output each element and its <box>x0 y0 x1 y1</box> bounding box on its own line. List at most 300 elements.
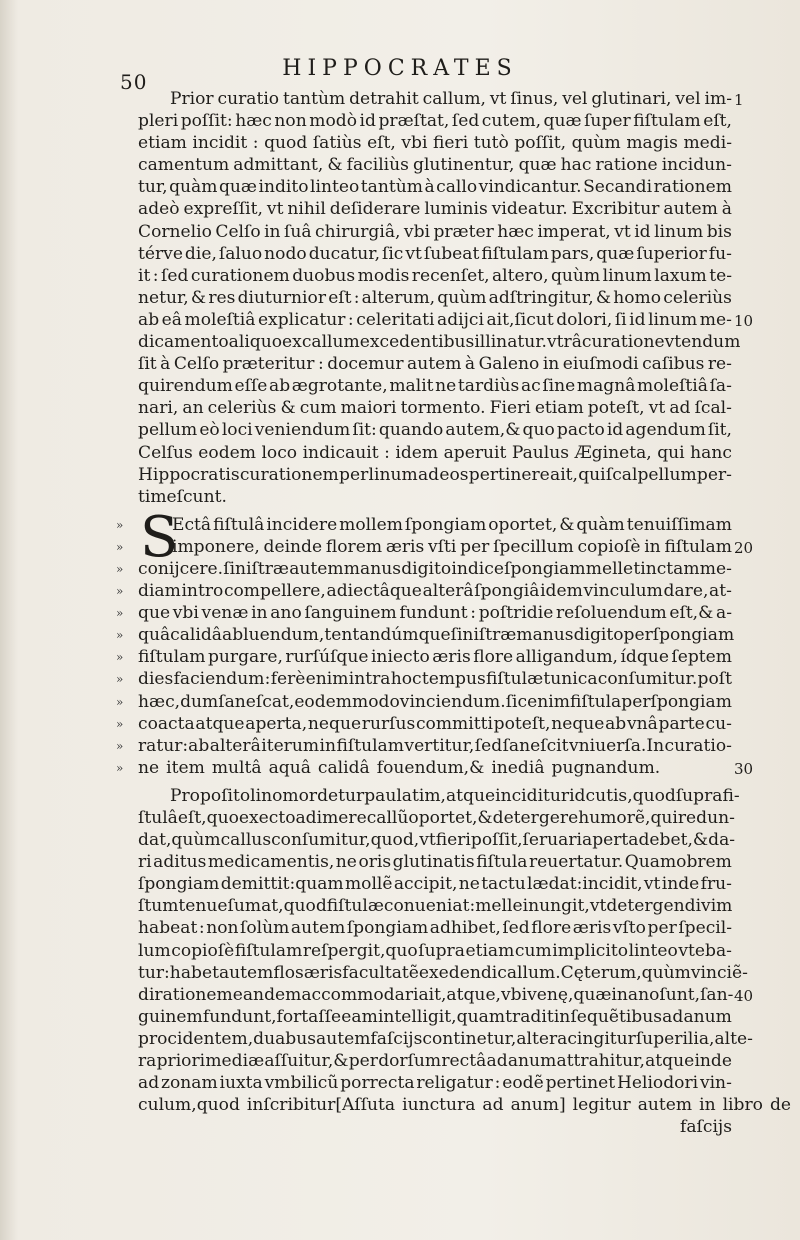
word: digito <box>573 625 624 646</box>
word: Prior <box>170 89 214 109</box>
word: ri <box>138 852 152 873</box>
word: legitur <box>572 1095 631 1116</box>
word: celeriùs <box>207 398 277 419</box>
word: medi- <box>683 133 732 154</box>
word: alligandum, <box>515 647 618 668</box>
word: poſſit: <box>180 111 233 132</box>
word: calidâ <box>170 625 222 646</box>
word: atque <box>195 713 245 734</box>
word: attrahitur, <box>556 1051 645 1072</box>
word: id <box>634 221 651 242</box>
word: Quamobrem <box>624 852 732 873</box>
word: ait, <box>550 464 578 485</box>
word: iniecto <box>370 647 430 668</box>
word: me- <box>699 558 732 579</box>
word: ilia,alte- <box>682 1028 753 1049</box>
word: flore <box>473 647 514 668</box>
word: conueniat: <box>383 896 476 917</box>
word: hæc,dum <box>138 691 219 712</box>
word: vinciẽ- <box>690 962 748 983</box>
word: ad <box>138 1073 160 1094</box>
word: non <box>274 111 307 132</box>
quoted-passage <box>116 504 735 779</box>
word: recenſet, <box>411 265 490 286</box>
word: poſſit, <box>514 133 567 154</box>
word: eſt, <box>367 133 396 154</box>
word: ſpecil- <box>678 918 732 939</box>
word: timeſcunt. <box>138 486 227 507</box>
word: mollẽ <box>344 874 393 895</box>
word: per <box>623 625 653 646</box>
word: intro <box>181 581 224 602</box>
word: ſi <box>614 309 627 330</box>
word: accommodari <box>301 984 419 1005</box>
word: idem <box>540 581 583 602</box>
word: lædat:incidit, <box>527 874 643 895</box>
word: deinde <box>263 536 323 557</box>
word: vel <box>562 89 588 109</box>
word: eſt <box>328 287 352 308</box>
word: & <box>559 514 575 535</box>
word: ne <box>335 852 357 873</box>
word: inſcribitur[Aſſuta <box>246 1095 396 1116</box>
word: ſed <box>474 735 503 756</box>
word: eâ <box>161 309 182 330</box>
word: : <box>384 442 390 463</box>
word: à <box>160 354 171 375</box>
word: in <box>251 603 268 624</box>
word: & <box>280 398 296 419</box>
word: medicamentis, <box>207 852 335 873</box>
word: ſa- <box>709 376 732 397</box>
word: ne <box>138 757 160 778</box>
word: callum <box>301 332 360 353</box>
word: adimere <box>295 808 367 828</box>
word: fiſtulam <box>664 536 732 557</box>
word: conſumitur. <box>597 669 698 690</box>
word: intelligit, <box>377 1006 457 1027</box>
word: ad <box>486 1051 508 1072</box>
word: vbi <box>172 603 199 624</box>
word: pars, <box>550 243 595 264</box>
margin-line-number: 1 <box>734 91 744 109</box>
word: enim <box>305 669 349 690</box>
word: imponere, <box>172 536 260 557</box>
text-line <box>138 375 732 397</box>
word: idem <box>395 442 439 463</box>
word: manus <box>516 625 574 646</box>
word: ex <box>282 332 302 353</box>
word: : <box>317 354 324 375</box>
word: oris <box>358 852 392 873</box>
word: conijcere. <box>138 558 224 579</box>
word: faſcijs <box>370 1028 423 1049</box>
word: lino <box>250 785 283 806</box>
word: vt <box>266 199 284 220</box>
word: ſic <box>382 243 404 264</box>
word: fiſtulam <box>234 940 303 961</box>
word: ſtum <box>138 896 179 917</box>
word: curatione <box>581 332 665 353</box>
word: fundunt,fortaſſe <box>202 1006 342 1027</box>
word: ab <box>605 713 627 734</box>
text-line <box>116 580 732 602</box>
word: linum <box>368 464 418 485</box>
text-line <box>138 873 732 895</box>
word: vteba- <box>678 940 732 961</box>
word: æris <box>385 536 425 557</box>
word: ſtulâ <box>138 808 178 828</box>
word: nihil <box>287 199 326 220</box>
word: glutinatis <box>392 852 475 873</box>
word: imperat, <box>537 221 611 242</box>
word: vt <box>614 221 631 242</box>
text-line <box>116 624 735 646</box>
word: vt <box>643 874 661 895</box>
word: cum <box>514 940 552 961</box>
word: quo <box>522 420 555 441</box>
text-line <box>138 895 732 917</box>
margin-line-number: 40 <box>734 987 754 1005</box>
word: ſpecillum <box>493 536 574 557</box>
word: eò <box>199 420 220 441</box>
word: quæ <box>596 243 635 264</box>
word: in <box>264 221 281 242</box>
word: tur:habet <box>138 962 219 983</box>
word: fiſtulâ <box>213 514 265 535</box>
word: continetur,altera <box>422 1028 568 1049</box>
word: quæ <box>218 177 257 198</box>
word: vinculum <box>583 581 663 602</box>
word: non <box>206 918 239 939</box>
word: id <box>629 309 646 330</box>
text-line <box>138 1028 753 1050</box>
word: me- <box>699 309 732 330</box>
word: ídque <box>620 647 669 668</box>
text-line <box>138 243 732 265</box>
word: ne <box>435 376 457 397</box>
word: curatio <box>217 89 280 109</box>
word: cum <box>299 398 337 419</box>
word: ano <box>270 603 302 624</box>
word: die, <box>184 243 217 264</box>
word: eſt, <box>703 111 732 132</box>
word: ſic <box>505 691 528 712</box>
word: dat,quùm <box>138 830 221 851</box>
word: per <box>647 918 677 939</box>
word: tormento. <box>400 398 486 419</box>
text-line <box>116 691 732 713</box>
word: quæ <box>543 111 582 132</box>
text-line <box>138 287 732 309</box>
word: per- <box>696 464 732 485</box>
word: callus <box>220 830 272 851</box>
word: ſubeat <box>423 243 480 264</box>
word: camentum <box>138 155 230 176</box>
word: enim <box>527 691 570 712</box>
word: linum <box>654 221 704 242</box>
text-line <box>138 1094 791 1116</box>
text-line <box>138 486 732 508</box>
word: eſt,quo <box>177 808 239 828</box>
word: aditus <box>153 852 207 873</box>
quotation-mark: » <box>116 628 124 643</box>
word: ſumat, <box>227 896 284 917</box>
word: quando <box>378 420 444 441</box>
catchword-line <box>138 1116 732 1138</box>
word: hæc <box>235 111 272 132</box>
word: admittant, <box>233 155 324 176</box>
word: callo <box>436 177 478 198</box>
quotation-mark: » <box>116 539 124 554</box>
word: loco <box>261 442 298 463</box>
word: tactu <box>481 874 526 895</box>
word: ſed <box>161 265 189 286</box>
word: dies <box>138 669 174 690</box>
word: per <box>339 464 369 485</box>
word: quirendum <box>138 376 233 397</box>
word: adſtringitur, <box>488 287 594 308</box>
word: inciditur <box>495 785 570 806</box>
word: fouendum,& <box>376 757 485 778</box>
word: Cęterum,quùm <box>560 962 691 983</box>
word: veniendum <box>254 420 351 441</box>
word: aſſuitur,& <box>264 1051 349 1072</box>
word: eiuſmodi <box>562 354 639 375</box>
word: Paulus <box>511 442 570 463</box>
word: rectâ <box>441 1051 487 1072</box>
word: vnâ <box>626 713 658 734</box>
text-line <box>138 940 732 962</box>
text-line <box>138 1006 732 1028</box>
word: ſpongiam <box>346 918 429 939</box>
word: ait,atque,vbi <box>418 984 528 1005</box>
word: ne <box>458 874 480 895</box>
word: a- <box>716 603 732 624</box>
word: in <box>699 1095 716 1116</box>
word: oportet, <box>488 514 558 535</box>
text-line <box>116 646 732 668</box>
word: inde <box>661 874 700 895</box>
word: vſto <box>612 918 646 939</box>
word: implicito <box>552 940 628 961</box>
word: ſupra <box>418 940 465 961</box>
word: flos <box>273 962 304 983</box>
word: oportet,& <box>408 808 493 828</box>
word: que <box>138 603 171 624</box>
word: re- <box>707 354 732 375</box>
word: vſti <box>428 536 457 557</box>
word: quod <box>264 133 308 154</box>
word: fiſtula <box>569 691 622 712</box>
word: di <box>138 984 155 1005</box>
word: at- <box>709 581 732 602</box>
word: compellere, <box>223 581 326 602</box>
word: pugnandum. <box>551 757 661 778</box>
word: præſtat, <box>378 111 450 132</box>
word: aperta <box>582 830 639 851</box>
word: accipit, <box>393 874 458 895</box>
text-line <box>138 1072 732 1094</box>
word: duobus <box>292 265 356 286</box>
word: ſequẽtibus <box>570 1006 663 1027</box>
word: fieri <box>433 133 469 154</box>
word: indicauit <box>302 442 379 463</box>
text-line <box>138 397 732 419</box>
word: ad <box>662 1006 684 1027</box>
word: ſit, <box>707 420 732 441</box>
word: modo <box>352 691 400 712</box>
quotation-mark: » <box>116 760 124 775</box>
word: ſuper <box>635 1028 683 1049</box>
word: vindicantur. <box>478 177 582 198</box>
word: eodem <box>198 442 256 463</box>
word: vertitur, <box>404 735 475 756</box>
word: zonam <box>160 1073 218 1094</box>
word: faciliùs <box>346 155 409 176</box>
word: quàm <box>169 177 218 198</box>
word: eſſe <box>234 376 268 397</box>
word: incidun- <box>661 155 732 176</box>
word: ſcal- <box>694 398 732 419</box>
word: excedentibus <box>359 332 475 353</box>
word: Celſo <box>173 354 220 375</box>
word: inediâ <box>491 757 545 778</box>
word: cu- <box>705 713 732 734</box>
word: per <box>348 1051 378 1072</box>
word: autem <box>290 918 346 939</box>
word: altero, <box>491 265 549 286</box>
word: committi <box>415 713 493 734</box>
word: ſed <box>502 918 530 939</box>
word: poſtridie <box>478 603 554 624</box>
word: autem <box>663 199 718 220</box>
word: ſatiùs <box>312 133 362 154</box>
quotation-mark: » <box>116 606 124 621</box>
word: neque <box>307 713 362 734</box>
word: ſpongiam <box>504 558 586 579</box>
word: nari, <box>138 398 179 419</box>
word: manus <box>343 558 401 579</box>
word: mediæ <box>205 1051 265 1072</box>
word: laxum <box>654 265 707 286</box>
word: pleri <box>138 111 179 132</box>
word: ad <box>482 1095 504 1116</box>
word: parte <box>658 713 705 734</box>
word: calidâ <box>317 757 370 778</box>
word: & <box>595 287 612 308</box>
word: chirurgiâ, <box>315 221 401 242</box>
paragraph-commentary-1 <box>138 88 741 508</box>
word: quàm <box>576 514 625 535</box>
word: eos <box>439 464 469 485</box>
word: Æginetа, <box>574 442 652 463</box>
word: tentandúmque <box>324 625 451 646</box>
word: id <box>569 785 586 806</box>
word: demittit:quam <box>220 874 344 895</box>
word: religatur <box>416 1073 493 1094</box>
word: ſuperior <box>636 243 707 264</box>
word: fiſtulam <box>138 647 206 668</box>
word: rationem <box>653 177 732 198</box>
word: inungit,vt <box>522 896 607 917</box>
text-line <box>138 851 732 873</box>
text-line <box>138 353 732 375</box>
word: digito <box>401 558 452 579</box>
word: agendum <box>625 420 706 441</box>
word: tempus <box>421 669 486 690</box>
word: glutinentur, <box>413 155 515 176</box>
margin-line-number: 30 <box>734 760 754 778</box>
word: intra <box>348 669 391 690</box>
word: etiam <box>138 133 187 154</box>
word: qui <box>578 464 606 485</box>
word: debet,& <box>638 830 709 851</box>
word: autem <box>316 1028 371 1049</box>
word: : <box>152 265 159 286</box>
word: æris <box>572 918 612 939</box>
word: Excribitur <box>571 199 660 220</box>
word: cingitur <box>567 1028 636 1049</box>
word: humorẽ, <box>578 808 651 828</box>
word: paulatim,atque <box>364 785 496 806</box>
word: adeò <box>138 199 180 220</box>
word: Hippocratis <box>138 464 240 485</box>
word: poteſt, <box>493 713 551 734</box>
word: aquâ <box>268 757 311 778</box>
word: cutem, <box>481 111 542 132</box>
word: ſpongiam <box>650 691 732 712</box>
word: ſpongiam <box>652 625 735 646</box>
quotation-mark: » <box>116 650 124 665</box>
word: quam <box>456 1006 506 1027</box>
word: fiſtulam <box>481 243 549 264</box>
word: copioſè <box>577 536 641 557</box>
quotation-mark: » <box>116 738 124 753</box>
word: incidere <box>266 514 338 535</box>
word: mollem <box>339 514 403 535</box>
word: ano <box>627 984 660 1005</box>
word: autem,& <box>445 420 521 441</box>
word: vim <box>701 896 733 917</box>
word: videatur. <box>491 199 568 220</box>
word: etiam <box>534 398 584 419</box>
word: ratione <box>595 155 658 176</box>
word: quùm <box>571 133 621 154</box>
word: ſuper <box>584 111 631 132</box>
word: iunctura <box>402 1095 476 1116</box>
word: vtrâ <box>547 332 582 353</box>
word: dolori, <box>556 309 613 330</box>
word: Fieri <box>489 398 531 419</box>
word: moleſtiâ <box>184 309 256 330</box>
word: ferè <box>270 669 306 690</box>
word: atque <box>645 1051 695 1072</box>
word: æris <box>303 962 343 983</box>
word: pacto <box>556 420 605 441</box>
word: cutis,quod <box>585 785 676 806</box>
word: vel <box>675 89 701 109</box>
word: dorſum <box>378 1051 442 1072</box>
word: quùm <box>550 265 601 286</box>
text-line <box>138 132 732 154</box>
word: vt <box>405 243 422 264</box>
word: res <box>208 287 236 308</box>
word: poſt <box>697 669 732 690</box>
word: ratur:ab <box>138 735 210 756</box>
word: : <box>252 133 259 154</box>
word: dicamento <box>138 332 229 353</box>
